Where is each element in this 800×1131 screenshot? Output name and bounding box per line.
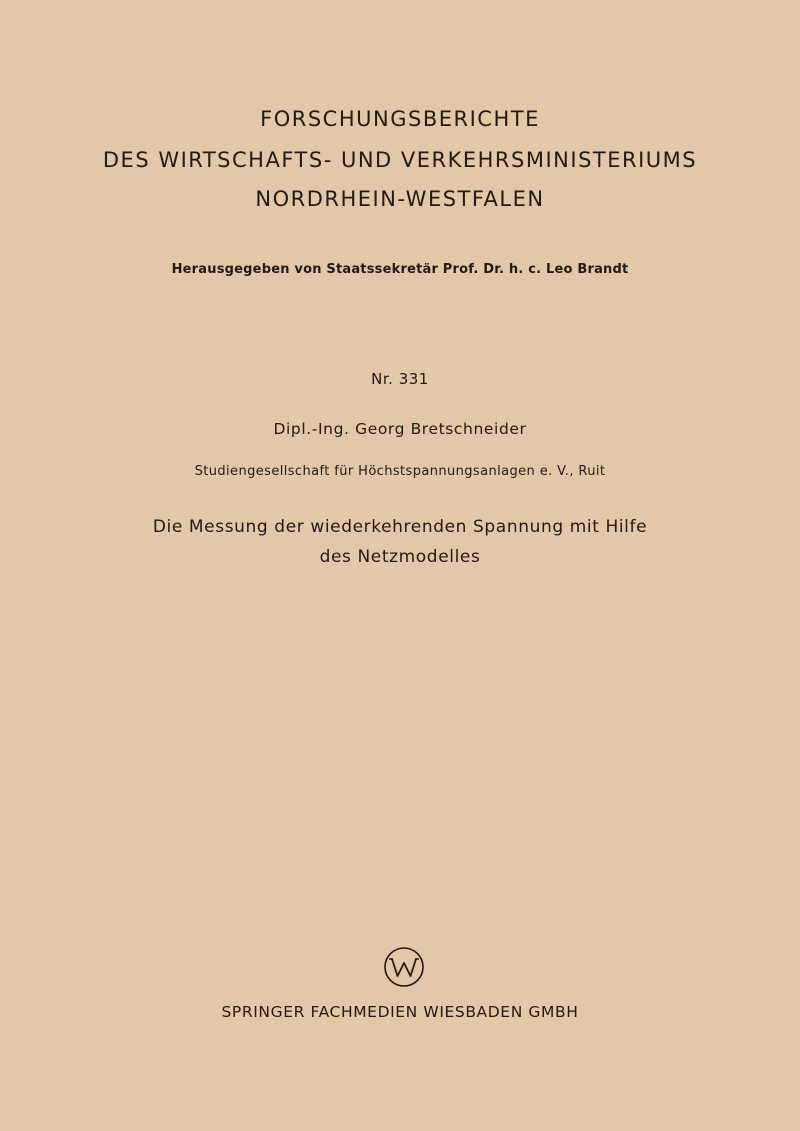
series-title-line-1: FORSCHUNGSBERICHTE [260, 107, 540, 131]
report-number: Nr. 331 [371, 370, 429, 388]
report-title-line-2: des Netzmodelles [319, 547, 481, 567]
author-name: Dipl.-Ing. Georg Bretschneider [273, 420, 527, 438]
author-institution: Studiengesellschaft für Höchstspannungsanlagen e. V., Ruit [194, 464, 606, 479]
report-title [0, 512, 800, 572]
series-title-line-3: NORDRHEIN-WESTFALEN [255, 187, 545, 211]
series-title-line-2: DES WIRTSCHAFTS- UND VERKEHRSMINISTERIUMS [102, 148, 698, 172]
editor-line: Herausgegeben von Staatssekretär Prof. Dr. h. c. Leo Brandt [171, 262, 629, 277]
publisher-name: SPRINGER FACHMEDIEN WIESBADEN GMBH [221, 1003, 579, 1021]
report-title-line-1: Die Messung der wiederkehrenden Spannung mit Hilfe [152, 517, 648, 537]
springer-vw-logo-icon [383, 946, 425, 988]
